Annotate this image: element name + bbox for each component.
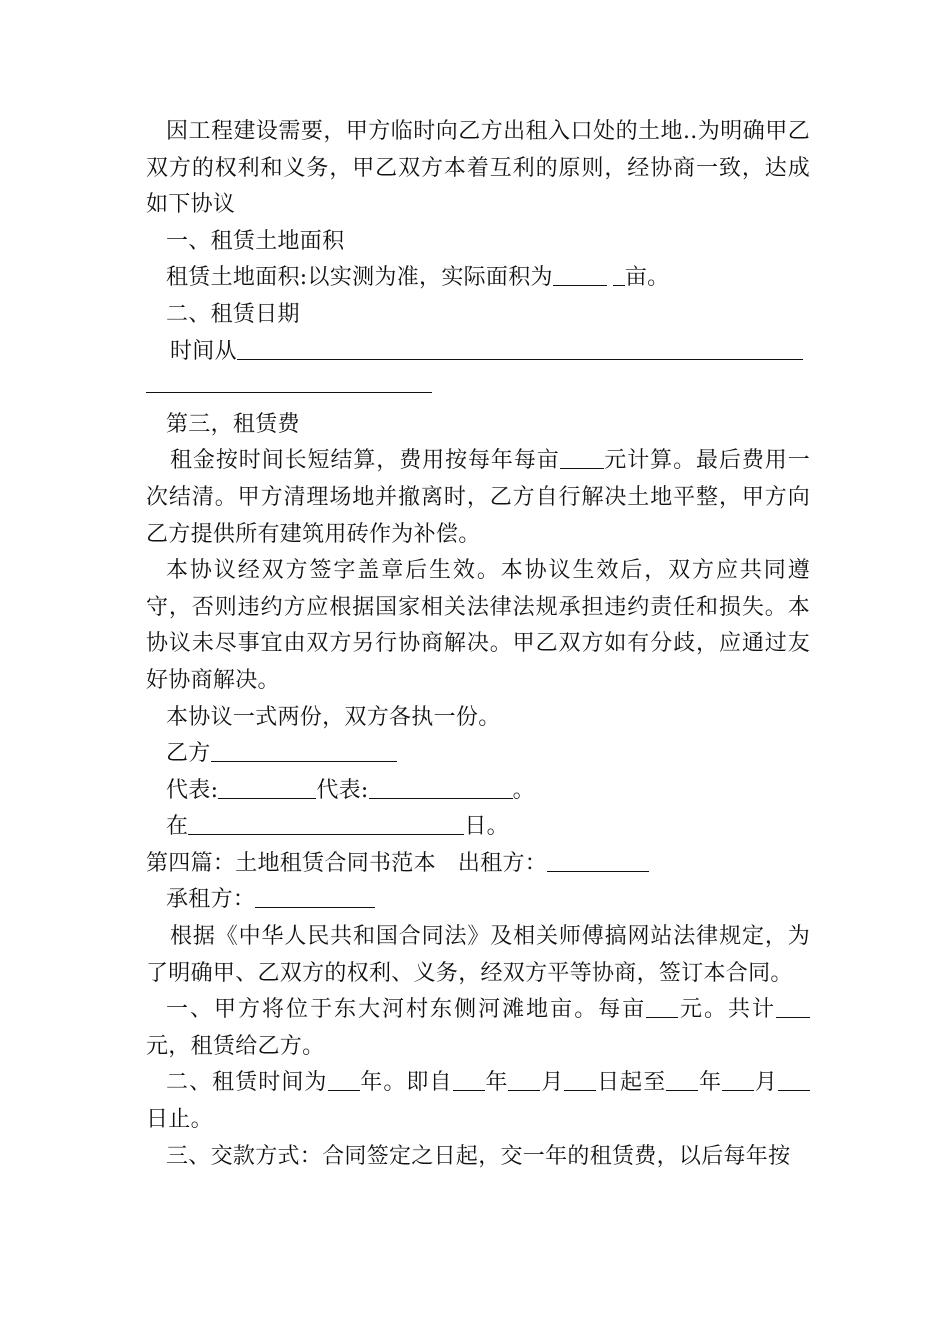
area-blank-2 <box>613 263 625 286</box>
copies-paragraph: 本协议一式两份，双方各执一份。 <box>166 704 501 730</box>
date-line <box>146 334 810 371</box>
rep-end: 。 <box>512 777 535 803</box>
clause-two-blank-2 <box>453 1068 485 1091</box>
clause-two-text-f: 年 <box>698 1070 723 1096</box>
rep2-blank <box>369 776 513 799</box>
rep2-label: 代表: <box>316 777 369 803</box>
clause-two <box>146 1065 810 1138</box>
effect-paragraph: 本协议经双方签字盖章后生效。本协议生效后，双方应共同遵守，否则违约方应根据国家相关法律法规承担违约责任和损失。本协议未尽事宜由双方另行协商解决。甲乙双方如有分歧，应通过友好协商解决。 <box>146 558 810 693</box>
clause-two-blank-1 <box>328 1068 360 1091</box>
clause-two-blank-7 <box>778 1068 810 1091</box>
clause-one-blank-2 <box>776 995 810 1018</box>
clause-two-text-c: 年 <box>484 1070 509 1096</box>
clause-one-blank-1 <box>646 995 678 1018</box>
area-unit: 亩。 <box>624 265 670 291</box>
chapter-four-line <box>146 846 810 883</box>
clause-two-text-e: 日起至 <box>596 1070 667 1096</box>
date-blank <box>237 337 803 360</box>
lessee-line <box>146 882 810 919</box>
lessor-blank <box>547 849 649 872</box>
date-from-label: 时间从 <box>170 338 237 364</box>
clause-three: 三、交款方式：合同签定之日起，交一年的租赁费，以后每年按 <box>166 1143 791 1169</box>
clause-two-blank-6 <box>722 1068 754 1091</box>
fee-blank <box>560 446 604 469</box>
clause-two-text-d: 月 <box>540 1070 565 1096</box>
clause-one-text-a: 一、甲方将位于东大河村东侧河滩地亩。每亩 <box>166 997 647 1023</box>
fee-text-b: 元计算。最后费用一次结清。甲方清理场地并撤离时，乙方自行解决土地平整，甲方向乙方提供所有建筑用砖作为补偿。 <box>146 448 810 547</box>
party-b-label: 乙方 <box>166 741 211 767</box>
clause-one-text-c: 元，租赁给乙方。 <box>146 1033 325 1059</box>
at-label: 在 <box>166 814 189 840</box>
date-sign-blank <box>188 812 464 835</box>
clause-one <box>146 992 810 1065</box>
representative-line <box>146 773 810 810</box>
clause-two-text-g: 月 <box>754 1070 779 1096</box>
party-b-line <box>146 736 810 773</box>
area-blank <box>553 263 607 286</box>
clause-one-text-b: 元。共计 <box>678 997 776 1023</box>
day-label: 日。 <box>464 814 509 840</box>
lessor-label: 出租方： <box>457 850 548 876</box>
clause-two-blank-4 <box>564 1068 596 1091</box>
fee-text-a: 租金按时间长短结算，费用按每年每亩 <box>170 448 560 474</box>
section-heading-fee: 第三，租赁费 <box>166 411 300 437</box>
clause-two-text-a: 二、租赁时间为 <box>166 1070 328 1096</box>
date-sign-line <box>146 809 810 846</box>
rep1-label: 代表: <box>166 777 219 803</box>
lessee-label: 承租方： <box>166 887 256 913</box>
date-blank-2 <box>146 370 432 393</box>
chapter-four-title: 第四篇：土地租赁合同书范本 <box>146 850 436 876</box>
clause-two-text-h: 日止。 <box>146 1107 213 1133</box>
fee-paragraph <box>146 443 810 553</box>
area-line <box>146 260 810 297</box>
basis-paragraph: 根据《中华人民共和国合同法》及相关师傅搞网站法律规定，为了明确甲、乙双方的权利、义务，经双方平等协商，签订本合同。 <box>146 924 810 986</box>
area-text: 租赁土地面积:以实测为准，实际面积为 <box>166 265 553 291</box>
party-b-blank <box>211 739 397 762</box>
section-heading-area: 一、租赁土地面积 <box>166 228 345 254</box>
section-heading-date: 二、租赁日期 <box>166 301 300 327</box>
intro-paragraph: 因工程建设需要，甲方临时向乙方出租入口处的土地..为明确甲乙双方的权利和义务，甲乙双方本着互利的原则，经协商一致，达成如下协议 <box>146 119 810 218</box>
document-page <box>146 114 810 1175</box>
clause-two-blank-5 <box>666 1068 698 1091</box>
lessee-blank <box>255 885 375 908</box>
clause-two-text-b: 年。即自 <box>359 1070 453 1096</box>
date-blank-continued <box>146 370 810 407</box>
rep1-blank <box>218 776 316 799</box>
clause-two-blank-3 <box>508 1068 540 1091</box>
